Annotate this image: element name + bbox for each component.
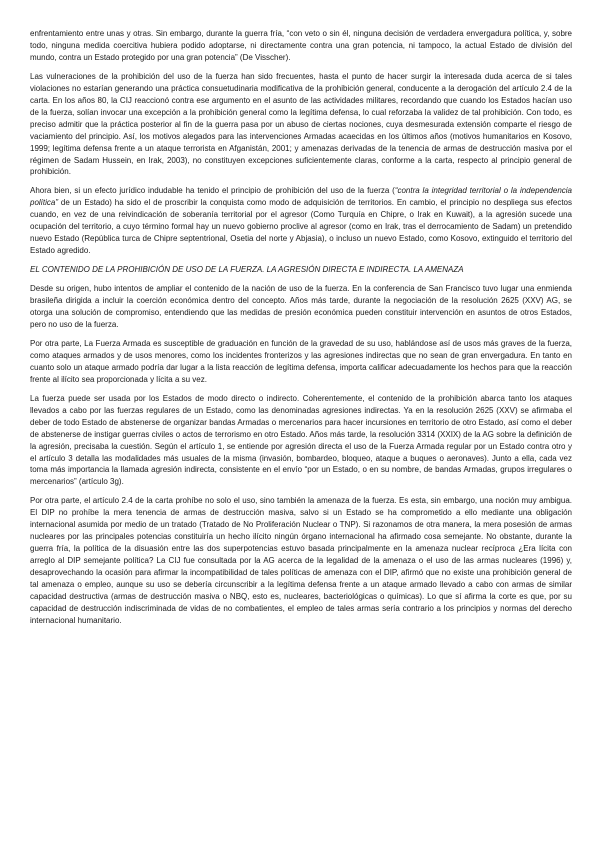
paragraph-conquest-start: Ahora bien, si un efecto jurídico indudable ha tenido el principio de prohibición del uso de la fuerza ( — [30, 186, 395, 196]
document-page — [30, 28, 572, 627]
section-heading: EL CONTENIDO DE LA PROHIBICIÓN DE USO DE LA FUERZA. LA AGRESIÓN DIRECTA E INDIRECTA. LA AMENAZA — [30, 265, 464, 275]
paragraph-conquest-end: de un Estado) ha sido el de proscribir la conquista como modo de adquisición de territorios. En cambio, el principio no despliega sus efectos cuando, en vez de una reivindicación de soberanía territorial por el agresor (Como Turquía en Chipre, o Irak en Kuwait), a la agresión sucede una ocupación del territorio, a cuyo término formal hay un nuevo gobierno proclive al agresor (como en Irak, tras el derrocamiento de Sadam) un pretendido nuevo Estado (República turca de Chipre septentrional, Osetia del norte y Abjasia), o incluso un nuevo Estado, como Kosovo, extinguido el territorio del Estado agredido. — [30, 198, 572, 256]
paragraph-economic-coercion: Desde su origen, hubo intentos de ampliar el contenido de la nación de uso de la fuerza. En la conferencia de San Francisco tuvo lugar una enmienda brasileña dirigida a incluir la coerción económica dentro del concepto. Años más tarde, durante la negociación de la resolución 2625 (XXV) AG, se otorga una solución de compromiso, entendiendo que las medidas de presión económica pueden constituir intervención en asuntos de otros Estados, pero no uso de la fuerza. — [30, 284, 572, 329]
paragraph-direct-indirect: La fuerza puede ser usada por los Estados de modo directo o indirecto. Coherentemente, el contenido de la prohibición abarca tanto los ataques llevados a cabo por las fuerzas regulares de un Estado, como las denominadas agresiones indirectas. Ya en la resolución 2625 (XXV) se afirmaba el deber de todo Estado de abstenerse de organizar bandas Armadas o mercenarios para hacer incursiones en territorio de otro Estado, así como el deber de abstenerse de instigar guerras civiles o actos de terrorismo en otro Estado. Años más tarde, la resolución 3314 (XXIX) de la AG sobre la definición de la agresión, precisaba la cuestión. Según el artículo 1, se entiende por agresión directa el uso de la Fuerza Armada regular por un Estado contra otro y el artículo 3 detalla las modalidades más usuales de la misma (invasión, bombardeo, bloqueo, ataque a buques o aeronaves). Junto a ella, cada vez toma más importancia la llamada agresión indirecta, consistente en el envío “por un Estado, o en su nombre, de bandas Armadas, grupos irregulares o mercenarios” (artículo 3g). — [30, 393, 572, 487]
paragraph-cold-war-veto: enfrentamiento entre unas y otras. Sin embargo, durante la guerra fría, “con veto o sin él, ninguna decisión de verdadera envergadura política, y, sobre todo, ninguna medida coercitiva hubiera podido adoptarse, ni directamente contra una gran potencia, ni tampoco, la actual Estado de división del mundo, contra un Estado protegido por una gran potencia” (De Visscher). — [30, 29, 572, 62]
paragraph-conquest — [30, 185, 572, 257]
paragraph-conquest-quote: “contra la integridad territorial o la independencia política” — [30, 186, 572, 208]
paragraph-threat: Por otra parte, el artículo 2.4 de la carta prohíbe no solo el uso, sino también la amenaza de la fuerza. Es esta, sin embargo, una noción muy ambigua. El DIP no prohíbe la mera tenencia de armas de destrucción masiva, salvo si un Estado se ha comprometido a ello mediante una obligación internacional asumida por medio de un tratado (Tratado de No Proliferación Nuclear o TNP). Si razonamos de otra manera, la mera posesión de armas nucleares por las principales potencias constituiría un hecho ilícito ningún órgano internacional ha afirmado cosa semejante. No obstante, durante la guerra fría, la política de la disuasión entre las dos superpotencias estuvo basada principalmente en la amenaza nuclear recíproca ¿Era lícita con arreglo al DIP semejante política? La CIJ fue consultada por la AG acerca de la legalidad de la amenaza o el uso de las armas nucleares (1996) y, desaprovechando la ocasión para afirmar la incompatibilidad de tales políticas de amenaza con el DIP, afirmó que no existe una prohibición general de tal amenaza o empleo, aunque su uso se debería circunscribir a la legítima defensa frente a un ataque armado llevado a cabo con armas de similar capacidad destructiva (armas de destrucción masiva o NBQ, esto es, nucleares, bacteriológicas o químicas). Lo que sí afirma la corte es que, por su capacidad de destrucción indiscriminada de vidas de no combatientes, el empleo de tales armas sería contrario a los principios y normas del derecho internacional humanitario. — [30, 496, 572, 625]
paragraph-graduation: Por otra parte, La Fuerza Armada es susceptible de graduación en función de la gravedad de su uso, hablándose así de usos más graves de la fuerza, como ataques armados y de usos menores, como los incidentes fronterizos y las agresiones indirectas que no sean de gran envergadura. En tanto en cuanto solo un ataque armado podría dar lugar a la lista reacción de legítima defensa, importa calificar adecuadamente los hechos para que la reacción frente al ilícito sea proporcionada y lícita a su vez. — [30, 338, 572, 384]
paragraph-violations: Las vulneraciones de la prohibición del uso de la fuerza han sido frecuentes, hasta el punto de hacer surgir la interesada duda acerca de si tales violaciones no estarían generando una práctica consuetudinaria modificativa de la prohibición general, conducente a la derogación del artículo 2.4 de la carta. En los años 80, la CIJ reaccionó contra ese argumento en el asunto de las actividades militares, recordando que cuando los Estados hacían uso de la fuerza, solían invocar una excepción a la prohibición general como la legítima defensa, lo cual reforzaba la validez de tal prohibición. Con todo, es preciso admitir que la práctica posterior al fin de la guerra pasa por un abuso de ciertas nociones, cuya desmesurada extensión comparte el riesgo de vaciamiento del principio. Así, los motivos alegados para las intervenciones Armadas acaecidas en los últimos años (motivos humanitarios en Kosovo, 1999; legítima defensa frente a un ataque terrorista en Afganistán, 2001; y amenazas derivadas de la tenencia de armas de destrucción masiva por el régimen de Sadam Hussein, en Irak, 2003), no constituyen excepciones suficientemente claras, conforme a la carta, respecto al principio general de prohibición. — [30, 71, 572, 177]
